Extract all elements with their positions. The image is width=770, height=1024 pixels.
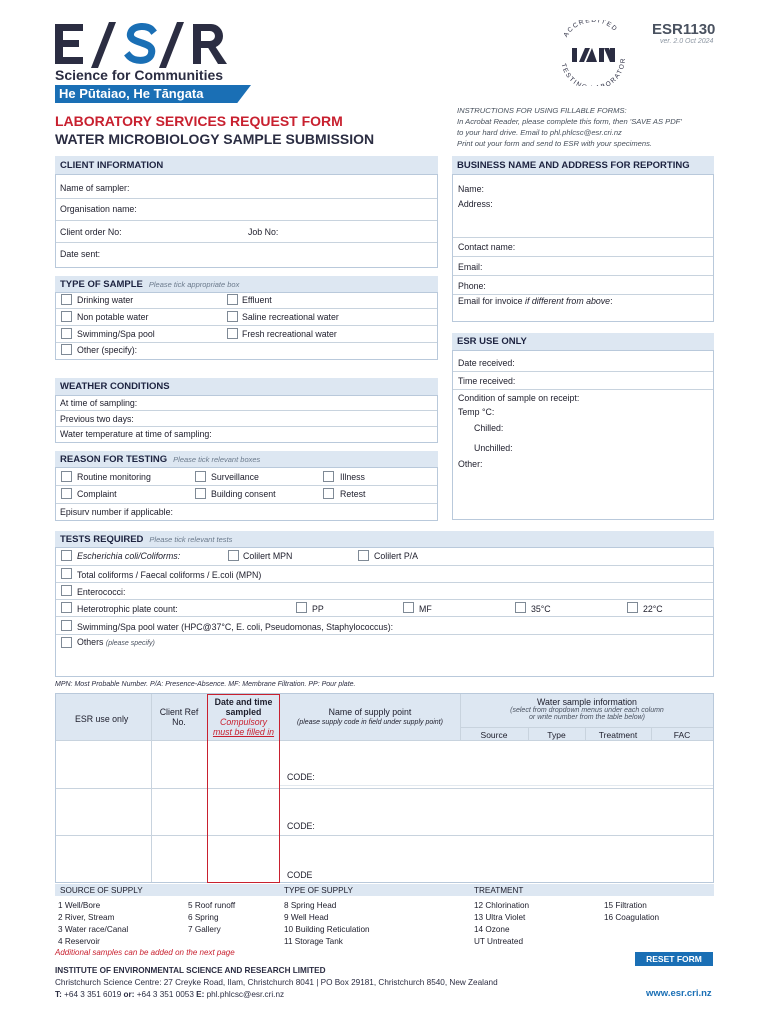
job-input[interactable] — [285, 224, 430, 238]
row1-clientref-input[interactable] — [153, 742, 205, 786]
weather-title: WEATHER CONDITIONS — [60, 381, 170, 392]
retest-checkbox[interactable] — [323, 488, 334, 499]
esr-use-col-header: ESR use only — [75, 714, 129, 724]
org-label: Organisation name: — [60, 204, 137, 214]
row2-clientref-input[interactable] — [153, 790, 205, 833]
total-coliforms-label: Total coliforms / Faecal coliforms / E.coli (MPN) — [77, 570, 262, 580]
row1-datetime-input[interactable] — [210, 742, 278, 786]
instructions-title: INSTRUCTIONS FOR USING FILLABLE FORMS: — [457, 106, 627, 115]
illness-label: Illness — [340, 472, 365, 482]
type-item: 9 Well Head — [284, 913, 329, 922]
business-name-label: Name: — [458, 184, 484, 194]
reason-title: REASON FOR TESTING — [60, 453, 168, 465]
total-coliforms-checkbox[interactable] — [61, 568, 72, 579]
building-consent-checkbox[interactable] — [195, 488, 206, 499]
drinking-water-label: Drinking water — [77, 295, 134, 305]
source-item: 4 Reservoir — [58, 937, 100, 946]
type-legend-header: TYPE OF SUPPLY — [284, 886, 354, 895]
pp-label: PP — [312, 604, 324, 614]
legend-bg — [55, 884, 714, 896]
temp35-checkbox[interactable] — [515, 602, 526, 613]
row2-datetime-input[interactable] — [210, 790, 278, 833]
date-time-title: Date and time sampled — [214, 697, 273, 717]
esr-logo — [55, 22, 245, 70]
business-address-input[interactable] — [500, 196, 708, 232]
footer-email[interactable]: phl.phlcsc@esr.cri.nz — [204, 990, 285, 999]
fac-col-header: FAC — [673, 730, 691, 740]
contact-input[interactable] — [525, 239, 708, 253]
non-potable-checkbox[interactable] — [61, 311, 72, 322]
instructions-line2: to your hard drive. Email to phl.phlcsc@esr.cri.nz — [457, 128, 622, 137]
source-item: 1 Well/Bore — [58, 901, 101, 910]
invoice-email-label: Email for invoice if different from above: — [458, 296, 613, 306]
sample-type-title: TYPE OF SAMPLE — [60, 278, 143, 290]
enterococci-checkbox[interactable] — [61, 585, 72, 596]
saline-checkbox[interactable] — [227, 311, 238, 322]
treatment-item: 14 Ozone — [474, 925, 510, 934]
row1-supply-input[interactable] — [282, 742, 712, 770]
supply-title: Name of supply point — [328, 707, 412, 717]
others-label — [77, 637, 155, 647]
other-sample-input[interactable] — [150, 344, 430, 357]
fresh-recreational-checkbox[interactable] — [227, 328, 238, 339]
date-sent-input[interactable] — [110, 246, 430, 260]
supply-note: (please supply code in field under supply point) — [297, 719, 443, 726]
surveillance-label: Surveillance — [211, 472, 259, 482]
row3-clientref-input[interactable] — [153, 837, 205, 881]
colilert-pa-label: Colilert P/A — [374, 551, 418, 561]
sampler-input[interactable] — [140, 180, 430, 194]
weather-header — [55, 378, 438, 395]
other-sample-checkbox[interactable] — [61, 344, 72, 355]
temp35-label: 35°C — [531, 604, 551, 614]
complaint-checkbox[interactable] — [61, 488, 72, 499]
row3-code-label: CODE — [287, 870, 313, 880]
pp-checkbox[interactable] — [296, 602, 307, 613]
fresh-recreational-label: Fresh recreational water — [242, 329, 337, 339]
doc-version: ver. 2.0 Oct 2024 — [660, 38, 714, 45]
tests-header — [55, 531, 714, 547]
footer-tel2: +64 3 351 0053 — [134, 990, 197, 999]
others-checkbox[interactable] — [61, 637, 72, 648]
non-potable-label: Non potable water — [77, 312, 149, 322]
row1-code-label: CODE: — [287, 772, 315, 782]
form-title: LABORATORY SERVICES REQUEST FORM — [55, 113, 343, 129]
instructions — [457, 105, 682, 149]
treatment-item: UT Untreated — [474, 937, 523, 946]
source-col-header: Source — [480, 730, 508, 740]
source-item: 7 Gallery — [188, 925, 221, 934]
mf-checkbox[interactable] — [403, 602, 414, 613]
chilled-label: Chilled: — [474, 423, 504, 433]
treatment-legend-header: TREATMENT — [474, 886, 524, 895]
weather-prev-label: Previous two days: — [60, 414, 134, 424]
episurv-label: Episurv number if applicable: — [60, 507, 173, 517]
wsi-note-2: or write number from the table below) — [529, 714, 645, 721]
abbreviations: MPN: Most Probable Number. P/A: Presence-Absence. MF: Membrane Filtration. PP: Pour plate. — [55, 681, 356, 688]
source-item: 5 Roof runoff — [188, 901, 236, 910]
time-received-label: Time received: — [458, 376, 516, 386]
business-address-label: Address: — [458, 199, 493, 209]
type-list — [284, 900, 370, 948]
wsi-note-1: (select from dropdown menus under each column — [510, 707, 664, 714]
business-title: BUSINESS NAME AND ADDRESS FOR REPORTING — [457, 159, 690, 171]
footer-tel-label: T: — [55, 990, 62, 999]
org-input[interactable] — [150, 201, 430, 215]
accreditation-bottom-text: TESTIN ORATOR — [559, 56, 628, 86]
additional-samples-note: Additional samples can be added on the next page — [55, 948, 235, 957]
email-input[interactable] — [490, 259, 708, 273]
phone-input[interactable] — [490, 278, 708, 292]
mf-label: MF — [419, 604, 432, 614]
footer-address: Christchurch Science Centre: 27 Creyke Road, Ilam, Christchurch 8041 | PO Box 29181, Christchurch 8540, New Zealand — [55, 978, 498, 987]
surveillance-checkbox[interactable] — [195, 471, 206, 482]
sample-type-header — [55, 276, 438, 292]
instructions-line1: In Acrobat Reader, please complete this form, then 'SAVE AS PDF' — [457, 117, 682, 126]
logo-tagline: Science for Communities — [55, 67, 224, 83]
treatment-item: 12 Chlorination — [474, 901, 530, 910]
ecoli-label: Escherichia coli/Coliforms: — [77, 551, 181, 561]
others-label-text: Others — [77, 637, 104, 647]
spa-label: Swimming/Spa pool water (HPC@37°C, E. coli, Pseudomonas, Staphylococcus): — [77, 622, 394, 632]
temp-label: Temp °C: — [458, 407, 495, 417]
effluent-checkbox[interactable] — [227, 294, 238, 305]
job-label: Job No: — [248, 227, 279, 237]
svg-text:ACCREDITED — [562, 20, 618, 39]
accreditation-seal — [555, 20, 631, 86]
invoice-email-input[interactable] — [458, 308, 708, 320]
date-sent-label: Date sent: — [60, 249, 101, 259]
treatment-item: 15 Filtration — [604, 901, 647, 910]
business-name-input[interactable] — [490, 181, 708, 195]
source-item: 3 Water race/Canal — [58, 925, 129, 934]
date-time-col-header — [209, 697, 278, 737]
footer-tel: +64 3 351 6019 — [61, 990, 124, 999]
treatment-item: 13 Ultra Violet — [474, 913, 526, 922]
business-header — [452, 156, 714, 174]
ecoli-checkbox[interactable] — [61, 550, 72, 561]
effluent-label: Effluent — [242, 295, 272, 305]
swimming-spa-checkbox[interactable] — [61, 328, 72, 339]
weather-at-label: At time of sampling: — [60, 398, 138, 408]
type-item: 10 Building Reticulation — [284, 925, 370, 934]
swimming-spa-label: Swimming/Spa pool — [77, 329, 155, 339]
wsi-title: Water sample information — [537, 697, 637, 707]
reason-note: Please tick relevant boxes — [173, 454, 261, 464]
tests-note: Please tick relevant tests — [149, 534, 233, 544]
form-subtitle: WATER MICROBIOLOGY SAMPLE SUBMISSION — [55, 131, 375, 147]
weather-at-input[interactable] — [150, 396, 430, 409]
wsi-header — [462, 697, 712, 721]
complaint-label: Complaint — [77, 489, 117, 499]
others-note: (please specify) — [105, 640, 155, 647]
hpc-label: Heterotrophic plate count: — [77, 604, 178, 614]
invoice-email-label-a: Email for invoice — [458, 296, 525, 306]
esr-use-title: ESR USE ONLY — [457, 336, 527, 347]
source-item: 6 Spring — [188, 913, 219, 922]
routine-checkbox[interactable] — [61, 471, 72, 482]
doc-code: ESR1130 — [652, 21, 716, 38]
client-info-header — [55, 156, 438, 174]
reason-header — [55, 451, 438, 467]
date-received-label: Date received: — [458, 358, 515, 368]
colilert-mpn-checkbox[interactable] — [228, 550, 239, 561]
treatment-list-a — [474, 900, 529, 948]
illness-checkbox[interactable] — [323, 471, 334, 482]
weather-prev-input[interactable] — [145, 412, 430, 425]
routine-label: Routine monitoring — [77, 472, 151, 482]
water-temp-input[interactable] — [235, 428, 430, 441]
type-item: 8 Spring Head — [284, 901, 337, 910]
type-col-header: Type — [547, 730, 566, 740]
order-input[interactable] — [133, 224, 243, 238]
treatment-item: 16 Coagulation — [604, 913, 660, 922]
supply-col-header — [282, 707, 458, 726]
accreditation-top-text: ACCREDITED — [562, 20, 619, 39]
treatment-col-header: Treatment — [598, 730, 638, 740]
other-esr-label: Other: — [458, 459, 483, 469]
esr-logo-mark — [55, 22, 245, 70]
sample-type-note: Please tick appropriate box — [148, 279, 240, 289]
reset-form-button[interactable]: RESET FORM — [635, 952, 713, 966]
water-temp-label: Water temperature at time of sampling: — [60, 429, 212, 439]
sampler-label: Name of sampler: — [60, 183, 130, 193]
other-sample-label: Other (specify): — [77, 345, 138, 355]
email-label: Email: — [458, 262, 483, 272]
instructions-line3: Print out your form and send to ESR with your specimens. — [457, 139, 652, 148]
ianz-seal-icon — [555, 20, 631, 86]
client-ref-col-header: Client Ref No. — [159, 707, 199, 727]
source-item: 2 River, Stream — [58, 913, 115, 922]
source-legend-header: SOURCE OF SUPPLY — [60, 886, 143, 895]
phone-label: Phone: — [458, 281, 486, 291]
colilert-pa-checkbox[interactable] — [358, 550, 369, 561]
logo-maori-text: He Pūtaiao, He Tāngata — [59, 86, 204, 101]
spa-checkbox[interactable] — [61, 620, 72, 631]
invoice-email-label-b: if different from above — [524, 296, 611, 306]
footer-e-label: E: — [196, 990, 205, 999]
esr-use-header — [452, 333, 714, 350]
compulsory-note: Compulsory — [220, 717, 267, 727]
temp22-checkbox[interactable] — [627, 602, 638, 613]
enterococci-label: Enterococci: — [77, 587, 126, 597]
condition-label: Condition of sample on receipt: — [458, 393, 580, 403]
building-consent-label: Building consent — [211, 489, 276, 499]
row2-code-label: CODE: — [287, 821, 315, 831]
others-input[interactable] — [77, 649, 707, 673]
client-info-title: CLIENT INFORMATION — [60, 159, 164, 171]
treatment-list-b — [604, 900, 659, 924]
source-list-a — [58, 900, 128, 948]
retest-label: Retest — [340, 489, 366, 499]
contact-label: Contact name: — [458, 242, 516, 252]
episurv-input[interactable] — [192, 505, 430, 518]
must-fill-note: must be filled in — [212, 727, 275, 737]
footer-contact — [55, 990, 284, 999]
footer-or: or: — [123, 990, 135, 999]
tests-title: TESTS REQUIRED — [60, 533, 144, 545]
footer-website-link[interactable]: www.esr.cri.nz — [646, 988, 712, 999]
type-item: 11 Storage Tank — [284, 937, 343, 946]
order-label: Client order No: — [60, 227, 122, 237]
saline-label: Saline recreational water — [242, 312, 339, 322]
drinking-water-checkbox[interactable] — [61, 294, 72, 305]
source-list-b — [188, 900, 235, 936]
row3-datetime-input[interactable] — [210, 837, 278, 881]
unchilled-label: Unchilled: — [474, 443, 513, 453]
temp22-label: 22°C — [643, 604, 663, 614]
hpc-checkbox[interactable] — [61, 602, 72, 613]
colilert-mpn-label: Colilert MPN — [243, 551, 293, 561]
footer-institute: INSTITUTE OF ENVIRONMENTAL SCIENCE AND RESEARCH LIMITED — [55, 966, 326, 975]
